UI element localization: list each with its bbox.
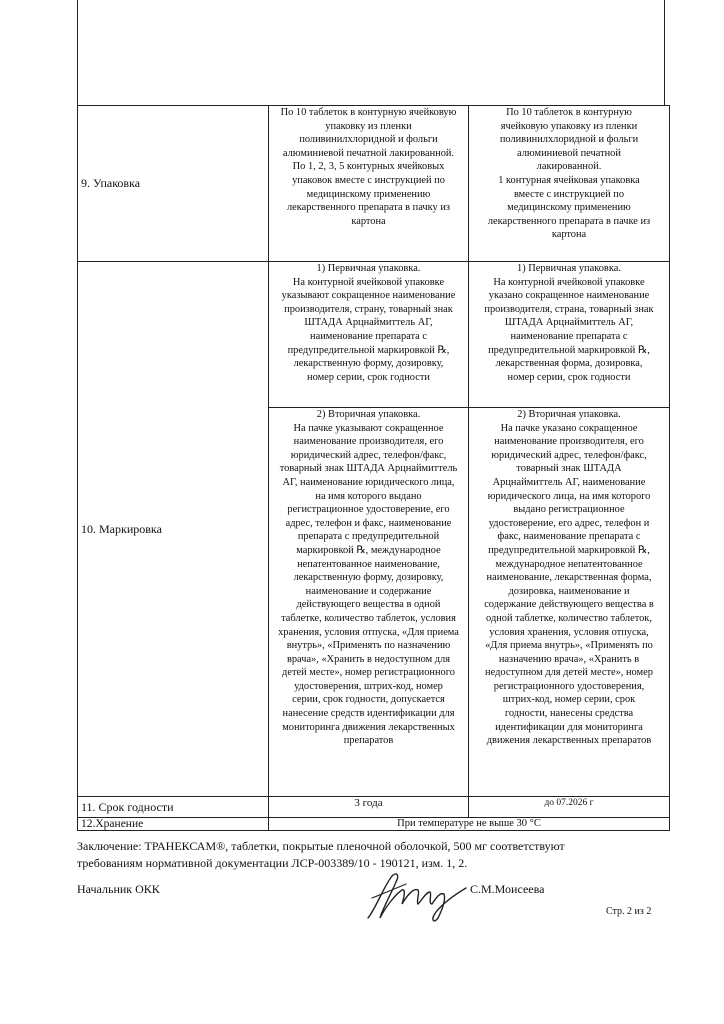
text-line: на имя которого выдано [315,490,422,502]
text-line: идентификации для мониторинга [495,721,643,733]
text-line: хранения, условия отпуска, «Для приема [278,626,459,638]
text-line: ШТАДА Арцнаймиттель АГ, [504,317,634,329]
table-row-marking-primary [78,262,670,408]
text-line: указывают сокращенное наименование [281,290,456,302]
text-line: юридический адрес, телефон/факс, [491,449,647,461]
text-line: производителя, страна, товарный знак [484,303,654,315]
text-line: поливинилхлоридной и фольги [299,134,438,146]
text-line: серии, срок годности, допускается [292,694,445,706]
row-label-packaging: 9. Упаковка [78,106,269,262]
text-line: лакированной. [536,161,602,173]
text-line: юридический адрес, телефон/факс, [290,449,447,461]
text-line: международное непатентованное [495,558,643,570]
text-line: штрих-код, номер серии, срок [502,694,636,706]
text-line: указано сокращенное наименование [488,290,650,302]
text-line: препаратов [343,735,394,747]
text-line: удостоверения, штрих-код, номер [294,680,443,692]
text-line: По 10 таблеток в контурную ячейковую [280,107,457,118]
text-line: содержание действующего вещества в [484,599,654,611]
text-line: Арцнаймиттель АГ, наименование [492,476,646,488]
text-line: юридического лица, на имя которого [487,490,651,502]
text-line: картона [351,215,386,227]
row-label-marking: 10. Маркировка [78,262,269,797]
text-line: действующего вещества в одной [296,599,441,611]
text-line: медицинскому применению [507,202,631,214]
text-line: товарный знак ШТАДА [516,463,622,475]
text-line: регистрационного удостоверения, [493,680,645,692]
text-line: упаковок вместе с инструкцией по [292,174,445,186]
text-line: таблетке, количество таблеток, условия [281,612,456,624]
text-line: удостоверение, его адрес, телефон и [488,517,650,529]
text-line: 2) Вторичная упаковка. [517,409,621,420]
text-line: препарата с предупредительной [297,531,440,543]
text-line: наименование препарата с [310,330,427,342]
shelf-life-actual: до 07.2026 г [469,797,670,818]
text-line: 1 контурная ячейковая упаковка [498,174,640,186]
row-label-storage: 12.Хранение [78,818,269,831]
text-line: АГ, наименование юридического лица, [282,476,455,488]
primary-marking-actual-text [469,262,669,384]
text-line: маркировкой ℞, международное [296,544,441,556]
table-border-top-left [77,0,78,105]
text-line: требованиям нормативной документации ЛСР-003389/10 - 190121, изм. 1, 2. [77,856,468,870]
table-row-storage [78,818,670,831]
text-line: регистрационное удостоверение, его [287,504,450,516]
text-line: Заключение: ТРАНЕКСАМ®, таблетки, покрытые пленочной оболочкой, 500 мг соответствуют [77,839,565,853]
secondary-marking-spec-text [269,408,468,748]
packaging-actual-text [469,106,669,242]
packaging-spec-text [269,106,468,228]
text-line: наименование, лекарственная форма, [486,572,652,584]
text-line: внутрь», «Применять по назначению [286,640,451,652]
text-line: наименование препарата с [510,330,628,342]
text-line: назначению врача», «Хранить в [498,653,640,665]
text-line: лекарственного препарата в пачку из [286,202,451,214]
text-line: мониторинга движения лекарственных [282,721,455,733]
text-line: наименование производителя, его [494,436,644,448]
text-line: врача», «Хранить в недоступном для [286,653,451,665]
storage-conditions: При температуре не выше 30 °С [269,818,670,831]
text-line: нанесение средств идентификации для [282,708,455,720]
text-line: 1) Первичная упаковка. [316,263,421,274]
text-line: годности, нанесены средства [504,708,634,720]
table-border-top-right [664,0,665,105]
text-line: алюминиевой печатной лакированной. [282,147,455,159]
text-line: На контурной ячейковой упаковке [292,276,445,288]
text-line: На контурной ячейковой упаковке [493,276,645,288]
text-line: алюминиевой печатной [517,147,621,159]
handwritten-signature [362,868,472,926]
table-row-shelf-life [78,797,670,818]
text-line: движения лекарственных препаратов [486,735,652,747]
text-line: дозировка, наименование и [508,585,630,597]
text-line: наименование и содержание [305,585,432,597]
text-line: По 10 таблеток в контурную [506,107,632,118]
text-line: номер серии, срок годности [307,371,430,383]
page-number: Стр. 2 из 2 [606,906,652,917]
signer-name: С.М.Моисеева [470,882,545,896]
text-line: По 1, 2, 3, 5 контурных ячейковых [292,161,445,173]
text-line: 2) Вторичная упаковка. [316,409,421,420]
text-line: На пачке указано сокращенное [500,422,638,434]
text-line: предупредительной маркировкой ℞, [488,544,650,556]
text-line: выдано регистрационное [513,504,625,516]
text-line: На пачке указывают сокращенное [293,422,444,434]
text-line: медицинскому применению [306,188,431,200]
text-line: номер серии, срок годности [507,371,631,383]
table-row-packaging [78,106,670,262]
primary-marking-spec-text [269,262,468,384]
text-line: недоступном для детей месте», номер [485,667,653,679]
text-line: одной таблетке, количество таблеток, [486,612,652,624]
text-line: производителя, страну, товарный знак [284,303,453,315]
text-line: товарный знак ШТАДА Арцнаймиттель [279,463,458,475]
text-line: лекарственного препарата в пачке из [487,215,651,227]
text-line: предупредительной маркировкой ℞, [287,344,450,356]
text-line: ячейковую упаковку из пленки [500,120,638,132]
text-line: лекарственную форму, дозировку, [293,572,444,584]
conclusion-text [77,838,677,872]
text-line: адрес, телефон и факс, наименование [285,517,452,529]
text-line: непатентованное наименование, [297,558,440,570]
text-line: лекарственную форму, дозировку, [293,358,444,370]
text-line: ШТАДА Арцнаймиттель АГ, [304,317,433,329]
text-line: условия хранения, условия отпуска, [489,626,649,638]
secondary-marking-actual-text [469,408,669,748]
text-line: детей месте», номер регистрационного [282,667,455,679]
specification-table [77,105,670,831]
text-line: «Для приема внутрь», «Применять по [485,640,653,652]
text-line: 1) Первичная упаковка. [517,263,621,274]
text-line: предупредительной маркировкой ℞, [488,344,650,356]
chief-position: Начальник ОКК [77,882,160,896]
text-line: поливинилхлоридной и фольги [499,134,639,146]
text-line: вместе с инструкцией по [513,188,625,200]
text-line: лекарственная форма, дозировка, [495,358,643,370]
shelf-life-spec: 3 года [269,797,469,818]
text-line: картона [551,229,587,241]
text-line: упаковку из пленки [325,120,412,132]
text-line: наименование производителя, его [293,436,444,448]
text-line: факс, наименование препарата с [497,531,641,543]
row-label-shelf-life: 11. Срок годности [78,797,269,818]
